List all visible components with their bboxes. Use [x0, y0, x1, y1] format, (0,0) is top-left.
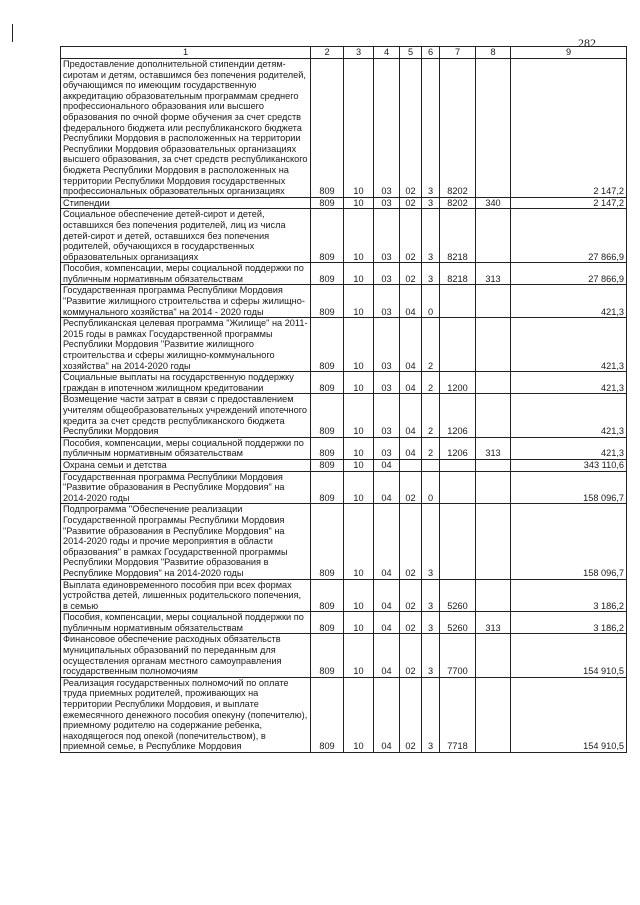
- expense-type-cell: 313: [476, 612, 511, 634]
- row-name-cell: [61, 285, 311, 318]
- column-header: 7: [440, 47, 476, 59]
- row-name: Предоставление дополнительной стипендии детям-сиротам и детям, оставшимся без попечения родителей, обучающимся по имеющим государственную аккредитацию образовательным программам среднего профессионального образования или высшего образования по очной форме обучения за счет средств федерального бюджета или республиканского бюджета Республики Мордовия в расположенных на территории Республики Мордовия образовательных организациях высшего образования, за счет средств республиканского бюджета Республики Мордовия в расположенных на территории Республики Мордовия государственных профессиональных образовательных организациях: [63, 59, 308, 197]
- row-name: Государственная программа Республики Мордовия "Развитие образования в Республике Мордовия" на 2014-2020 годы: [63, 471, 285, 503]
- subprogram-code-cell: 0: [422, 471, 440, 504]
- expense-type-cell: [476, 209, 511, 263]
- table-row: [61, 579, 627, 612]
- amount-cell: 421,3: [511, 372, 627, 394]
- program-code-cell: 02: [400, 504, 422, 579]
- row-name: Подпрограмма "Обеспечение реализации Государственной программы Республики Мордовия "Развитие образования в Республике Мордовия" на 2014-2020 годы и прочие мероприятия в области образования" в рамках Государственной программы Республики Мордовия "Развитие образования в Республике Мордовия" на 2014-2020 годы: [63, 504, 288, 578]
- subsection-code-cell: 03: [374, 372, 400, 394]
- subsection-code-cell: 04: [374, 579, 400, 612]
- ministry-code-cell: 809: [311, 197, 344, 209]
- amount-cell: 3 186,2: [511, 579, 627, 612]
- article-code-cell: [440, 504, 476, 579]
- article-code-cell: 7700: [440, 634, 476, 677]
- program-code-cell: 04: [400, 394, 422, 437]
- amount-cell: 2 147,2: [511, 59, 627, 198]
- section-code-cell: 10: [344, 612, 374, 634]
- expense-type-cell: [476, 59, 511, 198]
- section-code-cell: 10: [344, 59, 374, 198]
- column-header: 1: [61, 47, 311, 59]
- article-code-cell: [440, 318, 476, 372]
- column-header: 2: [311, 47, 344, 59]
- amount-cell: 158 096,7: [511, 471, 627, 504]
- table-row: [61, 612, 627, 634]
- row-name-cell: [61, 372, 311, 394]
- row-name-cell: [61, 459, 311, 471]
- subsection-code-cell: 03: [374, 285, 400, 318]
- ministry-code-cell: 809: [311, 263, 344, 285]
- page-number: 282: [578, 36, 596, 50]
- row-name: Республиканская целевая программа "Жилище" на 2011-2015 годы в рамках Государственной программы Республики Мордовия "Развитие жилищного строительства и сферы жилищно-коммунального хозяйства" на 2014-2020 годы: [63, 318, 308, 371]
- expense-type-cell: [476, 677, 511, 752]
- article-code-cell: 8202: [440, 59, 476, 198]
- subsection-code-cell: 04: [374, 612, 400, 634]
- row-name: Стипендии: [63, 197, 110, 208]
- subsection-code-cell: 03: [374, 437, 400, 459]
- budget-table: [60, 46, 627, 753]
- subsection-code-cell: 04: [374, 504, 400, 579]
- row-name-cell: [61, 318, 311, 372]
- subprogram-code-cell: 3: [422, 209, 440, 263]
- header-row: [61, 47, 627, 59]
- ministry-code-cell: 809: [311, 318, 344, 372]
- amount-cell: 158 096,7: [511, 504, 627, 579]
- row-name: Государственная программа Республики Мордовия "Развитие жилищного строительства и сферы жилищно-коммунального хозяйства" на 2014 - 2020 годы: [63, 285, 305, 317]
- row-name-cell: [61, 471, 311, 504]
- section-code-cell: 10: [344, 318, 374, 372]
- subsection-code-cell: 03: [374, 197, 400, 209]
- row-name-cell: [61, 394, 311, 437]
- amount-cell: 27 866,9: [511, 263, 627, 285]
- expense-type-cell: [476, 504, 511, 579]
- amount-cell: 154 910,5: [511, 677, 627, 752]
- ministry-code-cell: 809: [311, 471, 344, 504]
- amount-cell: 154 910,5: [511, 634, 627, 677]
- column-header: 4: [374, 47, 400, 59]
- row-name: Финансовое обеспечение расходных обязательств муниципальных образований по переданным для осуществления органам местного самоуправления государственным полномочиям: [63, 634, 282, 677]
- amount-cell: 421,3: [511, 437, 627, 459]
- program-code-cell: 04: [400, 318, 422, 372]
- subprogram-code-cell: 3: [422, 263, 440, 285]
- ministry-code-cell: 809: [311, 209, 344, 263]
- table-row: [61, 394, 627, 437]
- section-code-cell: 10: [344, 285, 374, 318]
- article-code-cell: 8202: [440, 197, 476, 209]
- article-code-cell: 5260: [440, 579, 476, 612]
- row-name: Охрана семьи и детства: [63, 459, 167, 470]
- table-row: [61, 372, 627, 394]
- amount-cell: 2 147,2: [511, 197, 627, 209]
- section-code-cell: 10: [344, 504, 374, 579]
- program-code-cell: 02: [400, 579, 422, 612]
- table-row: [61, 677, 627, 752]
- subsection-code-cell: 04: [374, 471, 400, 504]
- ministry-code-cell: 809: [311, 677, 344, 752]
- expense-type-cell: [476, 372, 511, 394]
- program-code-cell: 02: [400, 197, 422, 209]
- program-code-cell: 02: [400, 677, 422, 752]
- table-row: [61, 59, 627, 198]
- amount-cell: 27 866,9: [511, 209, 627, 263]
- row-name: Выплата единовременного пособия при всех формах устройства детей, лишенных родительского попечения, в семью: [63, 579, 302, 611]
- program-code-cell: 04: [400, 437, 422, 459]
- subsection-code-cell: 04: [374, 634, 400, 677]
- expense-type-cell: 340: [476, 197, 511, 209]
- subsection-code-cell: 03: [374, 209, 400, 263]
- expense-type-cell: 313: [476, 437, 511, 459]
- amount-cell: 3 186,2: [511, 612, 627, 634]
- subprogram-code-cell: 3: [422, 634, 440, 677]
- ministry-code-cell: 809: [311, 504, 344, 579]
- section-code-cell: 10: [344, 471, 374, 504]
- amount-cell: 421,3: [511, 318, 627, 372]
- row-name: Реализация государственных полномочий по оплате труда приемных родителей, проживающих на территории Республики Мордовия, и выплате ежемесячного денежного пособия опекуну (попечителю), приемному родителю на содержание ребенка, находящегося под опекой (попечительством), в приемной семье, в Республике Мордовия: [63, 677, 308, 752]
- section-code-cell: 10: [344, 197, 374, 209]
- section-code-cell: 10: [344, 634, 374, 677]
- column-header: 6: [422, 47, 440, 59]
- program-code-cell: 02: [400, 634, 422, 677]
- table-row: [61, 318, 627, 372]
- row-name: Возмещение части затрат в связи с предоставлением учителям общеобразовательных учреждений ипотечного кредита за счет средств республиканского бюджета Республики Мордовия: [63, 394, 307, 437]
- table-row: [61, 209, 627, 263]
- program-code-cell: 02: [400, 471, 422, 504]
- ministry-code-cell: 809: [311, 59, 344, 198]
- program-code-cell: 02: [400, 59, 422, 198]
- article-code-cell: 5260: [440, 612, 476, 634]
- expense-type-cell: [476, 285, 511, 318]
- table-row: [61, 471, 627, 504]
- row-name-cell: [61, 579, 311, 612]
- article-code-cell: 1206: [440, 394, 476, 437]
- section-code-cell: 10: [344, 263, 374, 285]
- program-code-cell: 02: [400, 263, 422, 285]
- subprogram-code-cell: 2: [422, 372, 440, 394]
- subprogram-code-cell: 2: [422, 318, 440, 372]
- ministry-code-cell: 809: [311, 634, 344, 677]
- article-code-cell: 8218: [440, 209, 476, 263]
- table-row: [61, 285, 627, 318]
- section-code-cell: 10: [344, 579, 374, 612]
- program-code-cell: 02: [400, 612, 422, 634]
- section-code-cell: 10: [344, 459, 374, 471]
- scan-edge-mark: [12, 24, 13, 42]
- row-name-cell: [61, 59, 311, 198]
- subprogram-code-cell: 3: [422, 197, 440, 209]
- subsection-code-cell: 04: [374, 677, 400, 752]
- ministry-code-cell: 809: [311, 437, 344, 459]
- subprogram-code-cell: 3: [422, 677, 440, 752]
- section-code-cell: 10: [344, 677, 374, 752]
- subsection-code-cell: 03: [374, 59, 400, 198]
- ministry-code-cell: 809: [311, 394, 344, 437]
- subprogram-code-cell: 3: [422, 59, 440, 198]
- subprogram-code-cell: 3: [422, 612, 440, 634]
- column-header: 9: [511, 47, 627, 59]
- table-row: [61, 263, 627, 285]
- subsection-code-cell: 03: [374, 263, 400, 285]
- section-code-cell: 10: [344, 437, 374, 459]
- row-name-cell: [61, 437, 311, 459]
- row-name: Пособия, компенсации, меры социальной поддержки по публичным нормативным обязательствам: [63, 263, 304, 284]
- subprogram-code-cell: [422, 459, 440, 471]
- amount-cell: 343 110,6: [511, 459, 627, 471]
- row-name: Пособия, компенсации, меры социальной поддержки по публичным нормативным обязательствам: [63, 437, 304, 459]
- row-name-cell: [61, 677, 311, 752]
- table-row: [61, 459, 627, 471]
- section-code-cell: 10: [344, 209, 374, 263]
- ministry-code-cell: 809: [311, 285, 344, 318]
- program-code-cell: 04: [400, 372, 422, 394]
- program-code-cell: [400, 459, 422, 471]
- row-name-cell: [61, 634, 311, 677]
- article-code-cell: 8218: [440, 263, 476, 285]
- article-code-cell: 1206: [440, 437, 476, 459]
- subprogram-code-cell: 2: [422, 437, 440, 459]
- row-name: Пособия, компенсации, меры социальной поддержки по публичным нормативным обязательствам: [63, 612, 304, 633]
- row-name: Социальное обеспечение детей-сирот и детей, оставшихся без попечения родителей, лиц из числа детей-сирот и детей, оставшихся без попечения родителей, обучающихся в государственных образовательных организациях: [63, 209, 286, 262]
- column-header: 5: [400, 47, 422, 59]
- subsection-code-cell: 03: [374, 318, 400, 372]
- expense-type-cell: [476, 394, 511, 437]
- amount-cell: 421,3: [511, 285, 627, 318]
- row-name: Социальные выплаты на государственную поддержку граждан в ипотечном жилищном кредитовании: [63, 372, 294, 393]
- ministry-code-cell: 809: [311, 459, 344, 471]
- expense-type-cell: [476, 634, 511, 677]
- subsection-code-cell: 04: [374, 459, 400, 471]
- program-code-cell: 02: [400, 209, 422, 263]
- row-name-cell: [61, 263, 311, 285]
- expense-type-cell: [476, 471, 511, 504]
- amount-cell: 421,3: [511, 394, 627, 437]
- article-code-cell: [440, 471, 476, 504]
- article-code-cell: 1200: [440, 372, 476, 394]
- expense-type-cell: [476, 579, 511, 612]
- table-row: [61, 197, 627, 209]
- section-code-cell: 10: [344, 372, 374, 394]
- row-name-cell: [61, 209, 311, 263]
- table-row: [61, 437, 627, 459]
- table-row: [61, 634, 627, 677]
- column-header: 3: [344, 47, 374, 59]
- section-code-cell: 10: [344, 394, 374, 437]
- row-name-cell: [61, 612, 311, 634]
- article-code-cell: 7718: [440, 677, 476, 752]
- article-code-cell: [440, 285, 476, 318]
- subprogram-code-cell: 0: [422, 285, 440, 318]
- expense-type-cell: 313: [476, 263, 511, 285]
- expense-type-cell: [476, 318, 511, 372]
- row-name-cell: [61, 504, 311, 579]
- subsection-code-cell: 03: [374, 394, 400, 437]
- program-code-cell: 04: [400, 285, 422, 318]
- subprogram-code-cell: 3: [422, 504, 440, 579]
- table-row: [61, 504, 627, 579]
- subprogram-code-cell: 3: [422, 579, 440, 612]
- ministry-code-cell: 809: [311, 372, 344, 394]
- ministry-code-cell: 809: [311, 579, 344, 612]
- column-header: 8: [476, 47, 511, 59]
- article-code-cell: [440, 459, 476, 471]
- row-name-cell: [61, 197, 311, 209]
- subprogram-code-cell: 2: [422, 394, 440, 437]
- expense-type-cell: [476, 459, 511, 471]
- ministry-code-cell: 809: [311, 612, 344, 634]
